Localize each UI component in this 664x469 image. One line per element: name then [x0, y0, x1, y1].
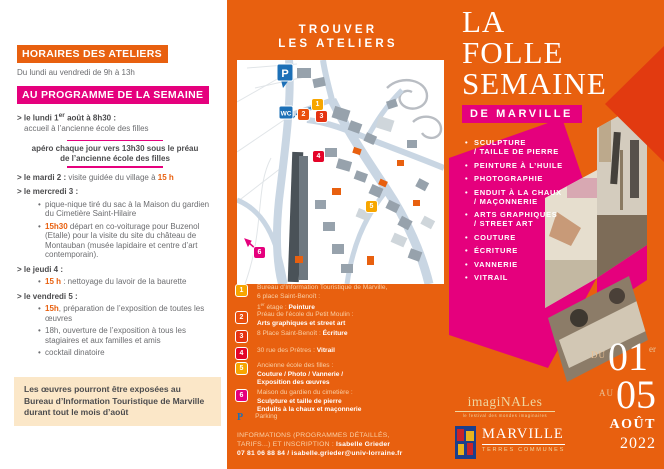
svg-text:WC: WC [280, 110, 292, 118]
activities-list [465, 138, 563, 287]
day-tuesday: > le mardi 2 : visite guidée du village à 15 h [17, 172, 174, 182]
day-wednesday: > le mercredi 3 : [17, 187, 79, 197]
legend-row-4: 4 30 rue des Prêtres : Vitrail [235, 347, 335, 360]
map-marker-3: 3 [315, 110, 328, 123]
map-marker-4: 4 [312, 150, 325, 163]
legend-marker-4: 4 [235, 347, 248, 360]
day-monday: > le lundi 1er août à 8h30 : [17, 112, 116, 123]
friday-items [17, 304, 213, 358]
list-item: • ÉCRITURE [465, 246, 563, 255]
legend-row-2: 2 Préau de l’école du Petit Moulin : Arts graphiques et street art [235, 311, 353, 328]
map-panel [227, 0, 449, 469]
contact-block: INFORMATIONS (PROGRAMMES DÉTAILLÉS, TARIFS...) ET INSCRIPTION : Isabelle Grieder 07 81 06 88 84 / isabelle.grieder@univ-lorraine.fr [237, 432, 403, 457]
cover-panel [449, 0, 664, 469]
monday-detail: accueil à l’ancienne école des filles [24, 124, 149, 134]
list-item: • PHOTOGRAPHIE [465, 174, 563, 183]
program-header: AU PROGRAMME DE LA SEMAINE [17, 86, 209, 104]
map-drawing [237, 60, 444, 284]
exhibition-note: Les œuvres pourront être exposées au Bureau d’Information Touristique de Marville durant tout le mois d’août [14, 377, 221, 426]
legend-row-5: 5 Ancienne école des filles : Couture / Photo / Vannerie / Exposition des œuvres [235, 362, 343, 388]
map-wc-sign [279, 106, 293, 119]
map-marker-5: 5 [365, 200, 378, 213]
legend-marker-6: 6 [235, 389, 248, 402]
cover-subtitle: DE MARVILLE [462, 105, 582, 123]
parking-label: Parking [255, 413, 278, 421]
map-marker-6: 6 [253, 246, 266, 259]
legend-marker-2: 2 [235, 311, 248, 324]
map-marker-2: 2 [297, 108, 310, 121]
village-map [237, 60, 444, 284]
legend-row-1: 1 Bureau d’Information Touristique de Marville, 6 place Saint-Benoît : 1er étage : Peinture [235, 284, 387, 313]
program-list [17, 111, 213, 358]
hours-header: HORAIRES DES ATELIERS [17, 45, 168, 63]
wednesday-items [17, 200, 213, 260]
program-panel [0, 0, 227, 469]
apero-note: apéro chaque jour vers 13h30 sous le préau de l’ancienne école des filles [17, 140, 213, 168]
list-item: • 15h, préparation de l’exposition de toutes les œuvres [45, 304, 213, 323]
list-item: • SCULPTURE / TAILLE DE PIERRE [465, 138, 563, 156]
svg-text:P: P [281, 68, 289, 80]
thursday-items [17, 277, 213, 287]
legend-marker-1: 1 [235, 284, 248, 297]
legend-row-3: 3 8 Place Saint-Benoît : Écriture [235, 330, 348, 343]
parking-legend [237, 412, 277, 423]
finder-title: TROUVER LES ATELIERS [278, 24, 398, 50]
marville-crest-icon [455, 426, 476, 459]
pink-rule-bottom [67, 166, 163, 168]
contact-name: Isabelle Grieder [336, 441, 391, 448]
list-item: • VITRAIL [465, 273, 563, 282]
day-thursday: > le jeudi 4 : [17, 264, 64, 274]
list-item: • PEINTURE À L’HUILE [465, 161, 563, 170]
legend-marker-3: 3 [235, 330, 248, 343]
spiral-decoration [387, 80, 441, 138]
list-item: • ENDUIT À LA CHAUX / MAÇONNERIE [465, 188, 563, 206]
legend-marker-5: 5 [235, 362, 248, 375]
list-item: • pique-nique tiré du sac à la Maison du gardien du Cimetière Saint-Hilaire [45, 200, 213, 219]
day-friday: > le vendredi 5 : [17, 291, 78, 301]
parking-icon: P [237, 412, 244, 423]
list-item: • 15 h : nettoyage du lavoir de la baurette [45, 277, 213, 287]
pink-rule-top [67, 140, 163, 142]
marville-logo: MARVILLE TERRES COMMUNES [455, 426, 565, 459]
contact-phone-email: 07 81 06 88 84 / isabelle.grieder@univ-lorraine.fr [237, 450, 403, 457]
hours-text: Du lundi au vendredi de 9h à 13h [17, 68, 135, 77]
list-item: • 15h30 départ en co-voiturage pour Buzenol (Etalle) pour la visite du site du château de Montauban (musée lapidaire et centre d’art contemporain). [45, 222, 213, 260]
list-item: • ARTS GRAPHIQUES / STREET ART [465, 210, 563, 228]
list-item: • 18h, ouverture de l’exposition à tous les stagiaires et aux familles et amis [45, 326, 213, 345]
cover-title: LA FOLLE SEMAINE [462, 4, 607, 101]
imaginales-logo: imagiNALes le festival des mondes imaginaires [455, 394, 555, 418]
list-item: • cocktail dinatoire [45, 348, 213, 358]
map-marker-1: 1 [311, 98, 324, 111]
legend-row-6: 6 Maison du gardien du cimetière : Sculpture et taille de pierre Enduits à la chaux et maçonnerie [235, 389, 361, 415]
event-dates: DU 01 er AU 05 AOÛT 2022 [591, 334, 656, 452]
list-item: • VANNERIE [465, 260, 563, 269]
list-item: • COUTURE [465, 233, 563, 242]
